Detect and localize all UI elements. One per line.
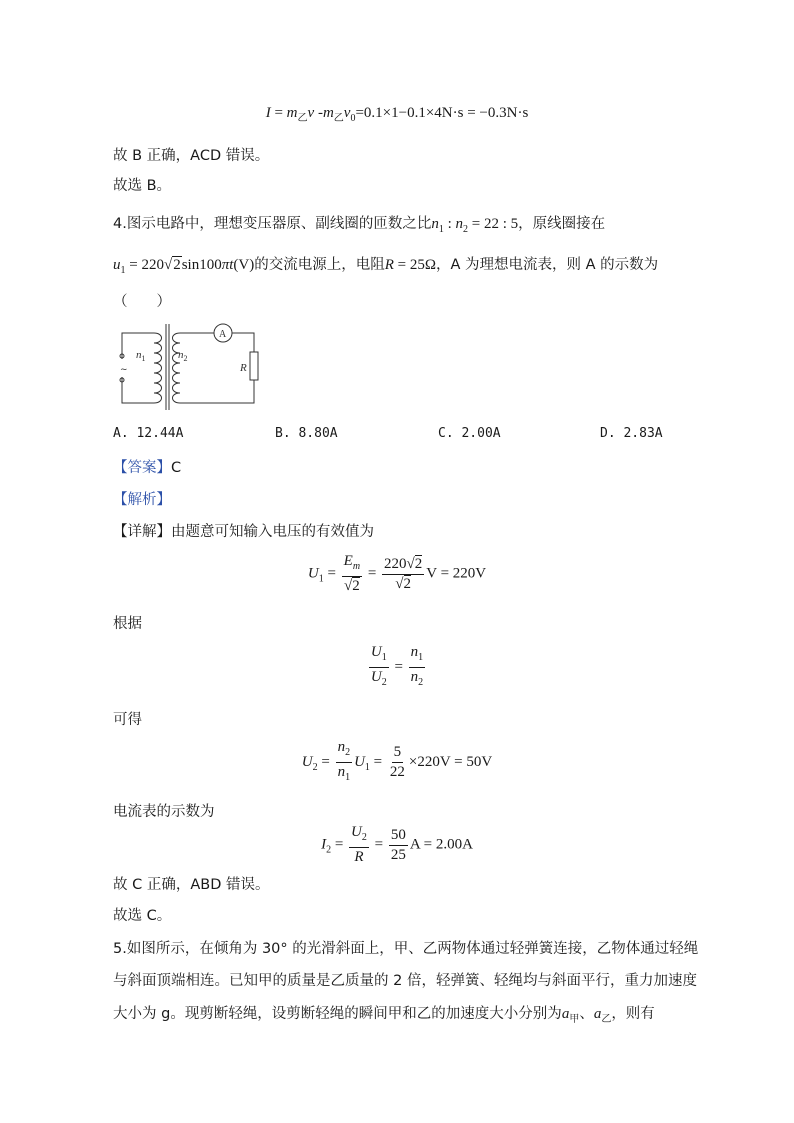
fraction-numerator: 5 <box>392 743 404 763</box>
q4-ratio: = 22 : 5 <box>468 216 519 232</box>
q4-text: 的交流电源上，电阻 <box>254 257 385 273</box>
option-b[interactable] <box>275 426 338 441</box>
q4-unit: (V) <box>233 257 255 273</box>
fraction-numerator <box>342 552 362 577</box>
eq-symbol: U <box>307 565 319 582</box>
effective-voltage-equation <box>0 552 794 596</box>
fraction <box>336 738 353 787</box>
eq-rhs: =0.1×1−0.1×4N·s = −0.3N·s <box>355 105 529 121</box>
analysis-label: 【解析】 <box>113 492 171 508</box>
q4-answer-bracket: （ ） <box>113 294 171 310</box>
q5-text: 大小为 g。现剪断轻绳，设剪断轻绳的瞬间甲和乙的加速度大小分别为 <box>113 1006 562 1022</box>
eq-subscript: 2 <box>312 761 318 773</box>
eq-sign: = <box>317 753 334 770</box>
q4-symbol: n <box>431 216 439 232</box>
q5-symbol: a <box>561 1006 570 1022</box>
primary-turns-label <box>136 349 146 363</box>
secondary-voltage-equation <box>0 738 794 787</box>
selection-line: 故选 C。 <box>113 908 172 924</box>
eq-sign: = <box>369 753 386 770</box>
answer-value: C <box>171 460 182 476</box>
eq-subscript: 1 <box>345 772 351 783</box>
eq-symbol: U <box>370 669 382 685</box>
fraction <box>389 826 408 865</box>
option-value: 8.80A <box>298 426 338 441</box>
fraction-denominator: √2 <box>344 578 360 594</box>
turns-subscript: 1 <box>141 354 146 363</box>
option-c[interactable] <box>438 426 501 441</box>
fraction-denominator: √2 <box>395 575 412 592</box>
eq-subscript: 1 <box>364 761 370 773</box>
eq-symbol: m <box>322 105 334 121</box>
fraction <box>342 552 362 596</box>
text-ammeter-reading: 电流表的示数为 <box>113 804 215 820</box>
q4-value: = 25Ω <box>393 257 437 273</box>
q4-symbol: πt <box>221 257 234 273</box>
eq-symbol: n <box>410 669 419 685</box>
eq-sign: = <box>390 658 407 675</box>
detail-text: 由题意可知输入电压的有效值为 <box>171 524 374 540</box>
conclusion-line: 故 C 正确，ABD 错误。 <box>113 877 270 893</box>
q5-text: ，则有 <box>611 1006 655 1022</box>
eq-subscript: m <box>352 561 361 572</box>
fraction-numerator <box>349 823 369 848</box>
eq-sign: - <box>317 105 323 121</box>
q4-colon: : <box>443 216 456 232</box>
eq-symbol: U <box>370 644 382 660</box>
selection-line: 故选 B。 <box>113 178 172 194</box>
fraction-denominator: 22 <box>389 764 405 780</box>
option-d[interactable] <box>600 426 663 441</box>
option-value: 2.00A <box>461 426 501 441</box>
secondary-coil <box>173 333 181 403</box>
eq-sign: = <box>331 836 348 853</box>
fraction <box>349 823 369 867</box>
sqrt-radicand: 2 <box>173 257 181 273</box>
q5-line1: 5.如图所示，在倾角为 30° 的光滑斜面上，甲、乙两物体通过轻弹簧连接，乙物体通过轻绳 <box>113 941 699 957</box>
fraction <box>388 743 407 782</box>
fraction-numerator <box>409 643 426 668</box>
resistor-box <box>250 352 258 380</box>
ac-source-symbol: ~ <box>120 365 128 375</box>
detail-line <box>113 520 374 541</box>
eq-subscript: 乙 <box>297 113 308 124</box>
primary-coil <box>154 333 162 403</box>
eq-symbol: E <box>343 553 353 569</box>
eq-subscript: 2 <box>418 677 424 688</box>
eq-subscript: 2 <box>345 747 351 758</box>
resistor-label: R <box>240 362 247 374</box>
option-a[interactable] <box>113 426 183 441</box>
q4-subscript: 2 <box>463 224 469 235</box>
q4-subscript: 1 <box>120 265 126 276</box>
q4-text: ，原线圈接在 <box>518 216 606 232</box>
eq-rhs: ×220V = 50V <box>408 753 493 770</box>
fraction-denominator <box>409 668 426 692</box>
ammeter-label: A <box>219 329 227 340</box>
eq-sign: = <box>364 565 381 582</box>
eq-rhs: A = 2.00A <box>409 836 473 853</box>
eq-subscript: 1 <box>418 652 424 663</box>
momentum-equation <box>0 105 794 124</box>
option-label: B. <box>275 426 291 441</box>
eq-subscript: 2 <box>361 832 367 843</box>
option-label: C. <box>438 426 454 441</box>
fraction <box>382 555 424 594</box>
q4-subscript: 1 <box>438 224 444 235</box>
eq-sign: = <box>370 836 387 853</box>
detail-label: 【详解】 <box>113 524 171 540</box>
q4-symbol: u <box>113 257 121 273</box>
secondary-wire <box>180 380 254 403</box>
secondary-wire <box>232 333 254 352</box>
eq-symbol: n <box>337 739 346 755</box>
eq-subscript: 2 <box>326 844 332 856</box>
sqrt-radicand: 2 <box>414 555 423 572</box>
text-obtain: 可得 <box>113 712 142 728</box>
turns-subscript: 2 <box>183 354 188 363</box>
text-according: 根据 <box>113 616 142 632</box>
fraction <box>369 643 389 692</box>
current-equation <box>0 823 794 867</box>
eq-subscript: 1 <box>318 573 324 585</box>
q5-subscript: 乙 <box>601 1014 612 1025</box>
q4-text: ，A 为理想电流表，则 A 的示数为 <box>436 257 659 273</box>
option-value: 12.44A <box>136 426 184 441</box>
eq-symbol: U <box>351 824 362 840</box>
eq-symbol: I <box>265 105 271 121</box>
conclusion-line: 故 B 正确，ACD 错误。 <box>113 148 270 164</box>
fraction-denominator <box>336 763 353 787</box>
eq-symbol: n <box>410 644 419 660</box>
q4-value: = 220 <box>125 257 164 273</box>
eq-symbol: v <box>343 105 351 121</box>
eq-subscript: 2 <box>381 677 387 688</box>
eq-subscript: 乙 <box>333 113 344 124</box>
fraction-denominator: 25 <box>390 846 406 863</box>
turns-symbol: n <box>136 349 142 361</box>
transformer-circuit-diagram <box>112 318 412 414</box>
fraction-numerator <box>369 643 389 668</box>
answer-line <box>113 456 181 477</box>
eq-sign: = <box>274 105 283 121</box>
q4-line2 <box>113 253 658 276</box>
q4-line1 <box>113 212 605 235</box>
sqrt-expression: √2 <box>163 257 181 273</box>
q5-subscript: 甲 <box>569 1014 580 1025</box>
sqrt-radicand: 2 <box>403 575 412 592</box>
eq-subscript: 0 <box>350 113 356 124</box>
eq-symbol: v <box>307 105 315 121</box>
fraction-numerator: 50 <box>389 826 408 846</box>
turns-ratio-equation <box>0 643 794 692</box>
option-value: 2.83A <box>623 426 663 441</box>
fraction-denominator: R <box>354 849 364 865</box>
eq-subscript: 1 <box>381 652 387 663</box>
sqrt-radicand: 2 <box>352 578 360 594</box>
fraction <box>409 643 426 692</box>
fraction-numerator: 220√2 <box>382 555 424 575</box>
q4-symbol: R <box>384 257 394 273</box>
q5-separator: 、 <box>579 1006 594 1022</box>
q5-line2: 与斜面顶端相连。已知甲的质量是乙质量的 2 倍，轻弹簧、轻绳均与斜面平行，重力加速度 <box>113 973 697 989</box>
turns-symbol: n <box>178 349 184 361</box>
option-label: D. <box>600 426 616 441</box>
eq-symbol: I <box>321 836 327 853</box>
eq-rhs: V = 220V <box>426 565 487 582</box>
eq-sign: = <box>323 565 340 582</box>
eq-symbol: m <box>286 105 298 121</box>
secondary-turns-label <box>178 349 188 363</box>
eq-symbol: U <box>301 753 313 770</box>
eq-symbol: n <box>337 764 346 780</box>
option-label: A. <box>113 426 129 441</box>
fraction-numerator <box>336 738 353 763</box>
eq-symbol: U <box>354 753 365 770</box>
q4-symbol: n <box>455 216 464 232</box>
fraction-denominator <box>369 668 389 692</box>
answer-label: 【答案】 <box>113 460 171 476</box>
q4-text: 4.图示电路中，理想变压器原、副线圈的匝数之比 <box>113 216 432 232</box>
q4-sin: sin100 <box>181 257 222 273</box>
q5-line3 <box>113 1002 655 1025</box>
eq-number: 220 <box>384 555 407 572</box>
q5-symbol: a <box>593 1006 602 1022</box>
